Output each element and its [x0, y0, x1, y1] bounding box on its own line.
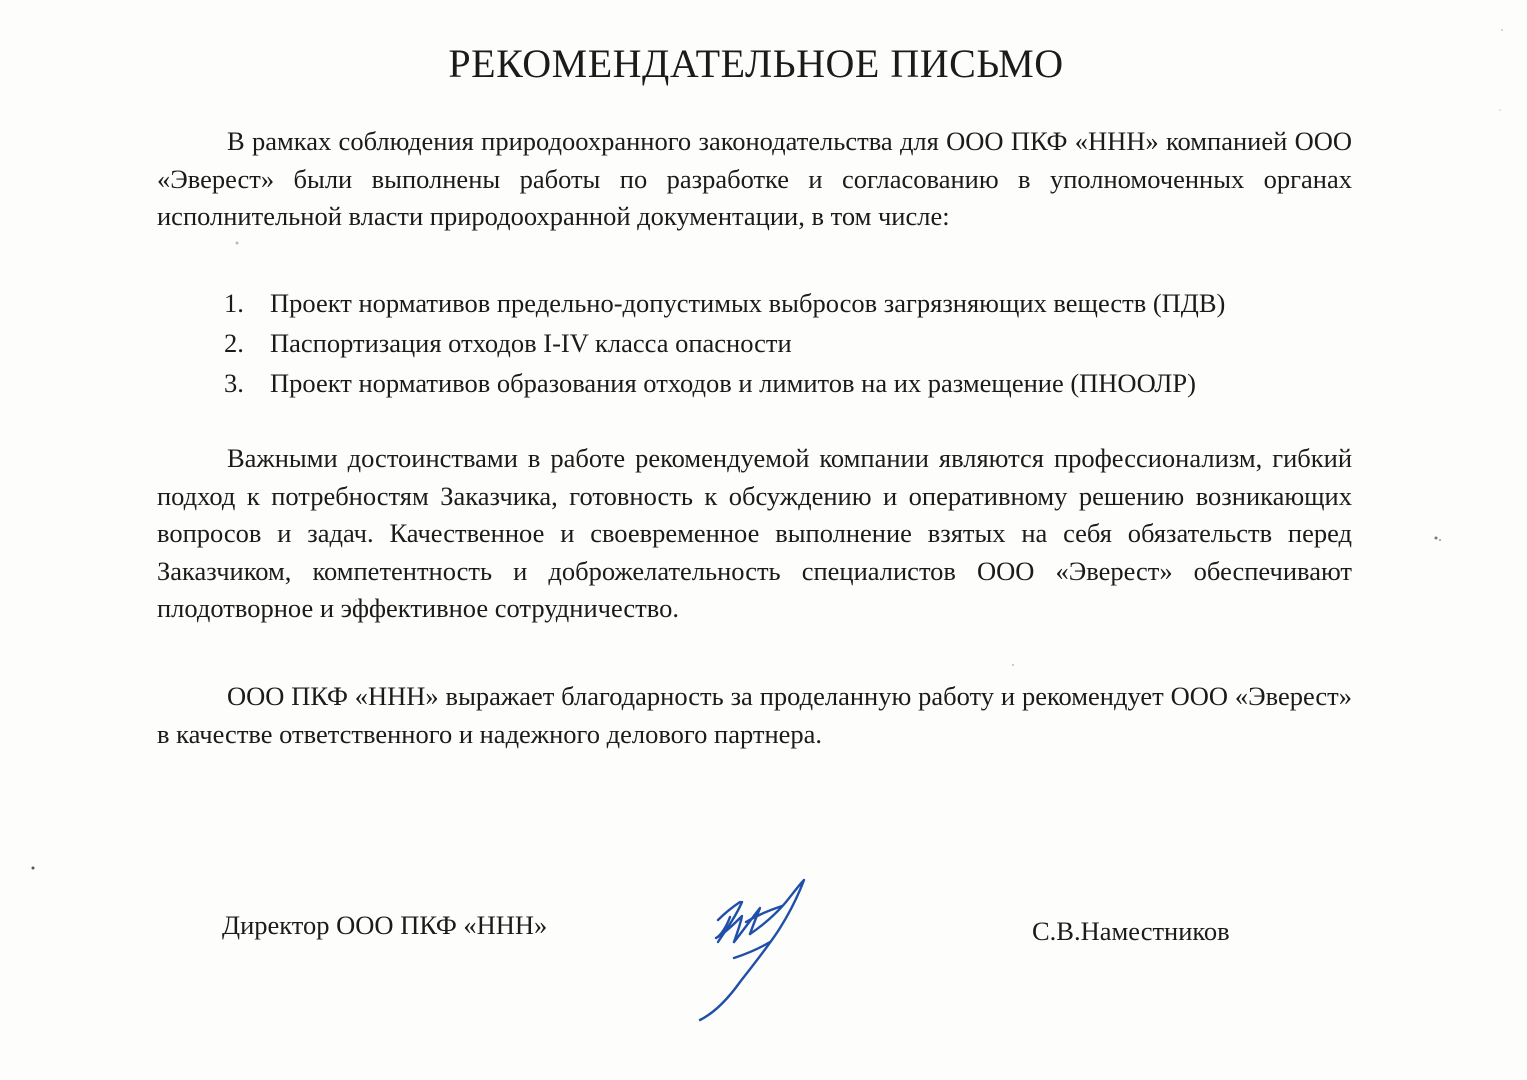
- merits-text: Важными достоинствами в работе рекомендуемой компании являются профессионализм, гибкий подход к потребностям Заказчика, готовность к обсуждению и оперативному решению возникающих вопросов и задач. Качественное и своевременное выполнение взятых на себя обязательств перед Заказчиком, компетентность и доброжелательность специалистов ООО «Эверест» обеспечивают плодотворное и эффективное сотрудничество.: [157, 443, 1352, 623]
- list-item: [218, 283, 1225, 323]
- list-item-text: Паспортизация отходов I-IV класса опасности: [270, 328, 792, 358]
- handwritten-signature: [690, 872, 830, 1022]
- signatory-position: Директор ООО ПКФ «ННН»: [222, 910, 548, 940]
- list-item: [218, 363, 1225, 403]
- works-list: [218, 283, 1225, 403]
- signatory-name: С.В.Наместников: [1032, 916, 1230, 946]
- letter-title: РЕКОМЕНДАТЕЛЬНОЕ ПИСЬМО: [448, 41, 1064, 86]
- list-item-number: 1.: [224, 288, 244, 318]
- gratitude-paragraph: [157, 678, 1352, 753]
- intro-text: В рамках соблюдения природоохранного законодательства для ООО ПКФ «ННН» компанией ООО «Эверест» были выполнены работы по разработке и согласованию в уполномоченных органах исполнительной власти природоохранной документации, в том числе:: [157, 126, 1352, 231]
- list-item-text: Проект нормативов образования отходов и лимитов на их размещение (ПНООЛР): [270, 368, 1196, 398]
- list-item: [218, 323, 1225, 363]
- list-item-number: 2.: [224, 328, 244, 358]
- list-item-number: 3.: [224, 368, 244, 398]
- gratitude-text: ООО ПКФ «ННН» выражает благодарность за проделанную работу и рекомендует ООО «Эверест» в качестве ответственного и надежного делового партнера.: [157, 681, 1352, 749]
- merits-paragraph: [157, 440, 1352, 628]
- intro-paragraph: [157, 123, 1352, 236]
- list-item-text: Проект нормативов предельно-допустимых выбросов загрязняющих веществ (ПДВ): [270, 288, 1226, 318]
